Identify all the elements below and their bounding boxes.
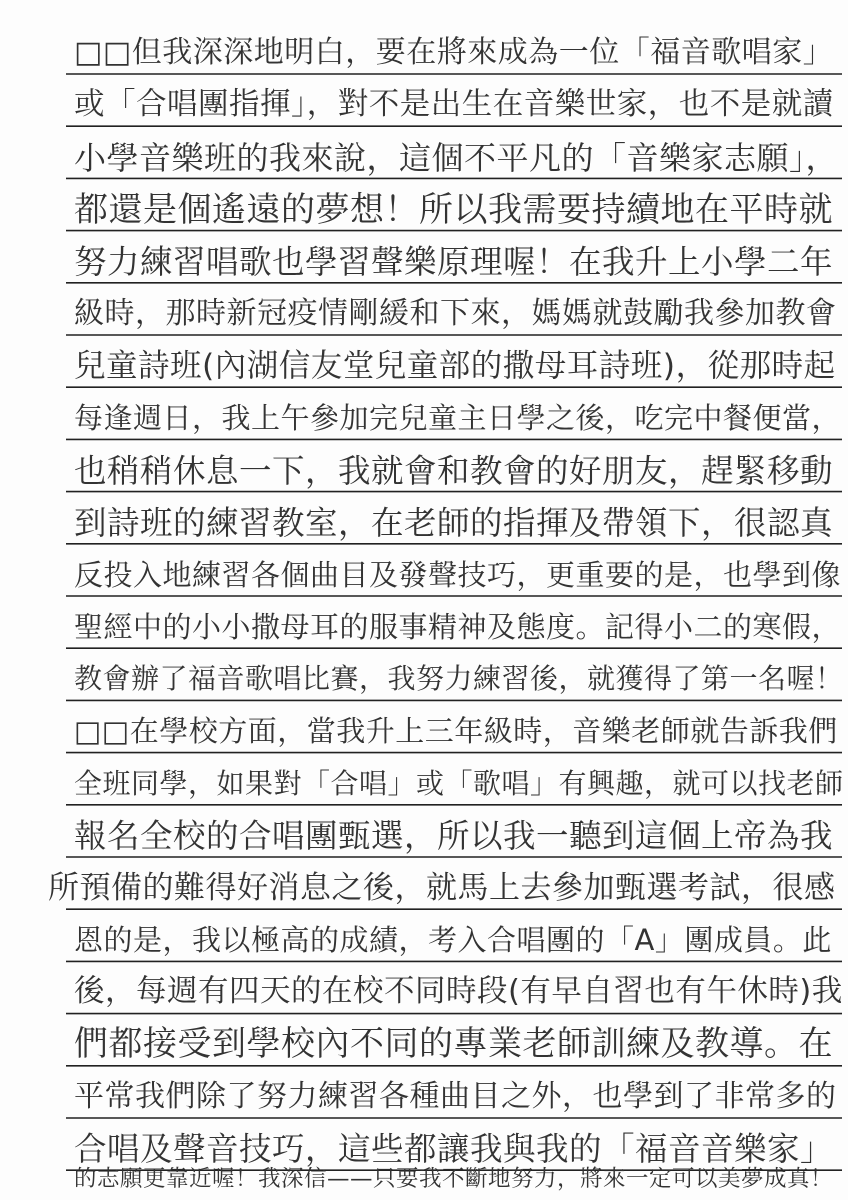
text-line-14: □□在學校方面，當我升上三年級時，音樂老師就告訴我們	[74, 714, 838, 748]
text-line-3: 小學音樂班的我來說，這個不平凡的「音樂家志願」，	[74, 139, 839, 177]
text-line-23: 的志願更靠近喔！我深信——只要我不斷地努力，將來一定可以美夢成真！	[74, 1166, 834, 1192]
text-line-21: 平常我們除了努力練習各種曲目之外，也學到了非常多的	[74, 1079, 837, 1114]
text-line-7: 兒童詩班(內湖信友堂兒童部的撒母耳詩班)，從那時起	[74, 348, 836, 384]
text-line-9: 也稍稍休息一下，我就會和教會的好朋友，趕緊移動	[74, 452, 834, 490]
text-line-20: 們都接受到學校內不同的專業老師訓練及教導。在	[74, 1024, 833, 1064]
text-line-8: 每逢週日，我上午參加完兒童主日學之後，吃完中餐便當，	[74, 401, 842, 435]
text-line-17: 所預備的難得好消息之後，就馬上去參加甄選考試，很感	[48, 870, 836, 906]
text-line-22: 合唱及聲音技巧，這些都讓我與我的「福音音樂家」	[74, 1130, 834, 1168]
text-line-15: 全班同學，如果對「合唱」或「歌唱」有興趣，就可以找老師	[74, 767, 844, 800]
text-line-10: 到詩班的練習教室，在老師的指揮及帶領下，很認真	[74, 504, 834, 542]
text-line-5: 努力練習唱歌也學習聲樂原理喔！在我升上小學二年	[74, 243, 834, 281]
text-line-11: 反投入地練習各個曲目及發聲技巧，更重要的是，也學到像	[74, 558, 842, 592]
text-line-12: 聖經中的小小撒母耳的服事精神及態度。記得小二的寒假，	[74, 610, 842, 644]
text-line-16: 報名全校的合唱團甄選，所以我一聽到這個上帝為我	[74, 817, 834, 855]
text-line-4: 都還是個遙遠的夢想！所以我需要持續地在平時就	[74, 190, 833, 230]
text-line-13: 教會辦了福音歌唱比賽，我努力練習後，就獲得了第一名喔！	[74, 662, 844, 695]
text-line-6: 級時，那時新冠疫情剛緩和下來，媽媽就鼓勵我參加教會	[74, 296, 837, 331]
text-line-19: 後，每週有四天的在校不同時段(有早自習也有午休時)我	[74, 974, 843, 1009]
text-line-1: □□但我深深地明白，要在將來成為一位「福音歌唱家」	[74, 35, 834, 70]
text-line-2: 或「合唱團指揮」，對不是出生在音樂世家，也不是就讀	[74, 87, 834, 122]
text-line-18: 恩的是，我以極高的成績，考入合唱團的「A」團成員。此	[74, 923, 832, 957]
